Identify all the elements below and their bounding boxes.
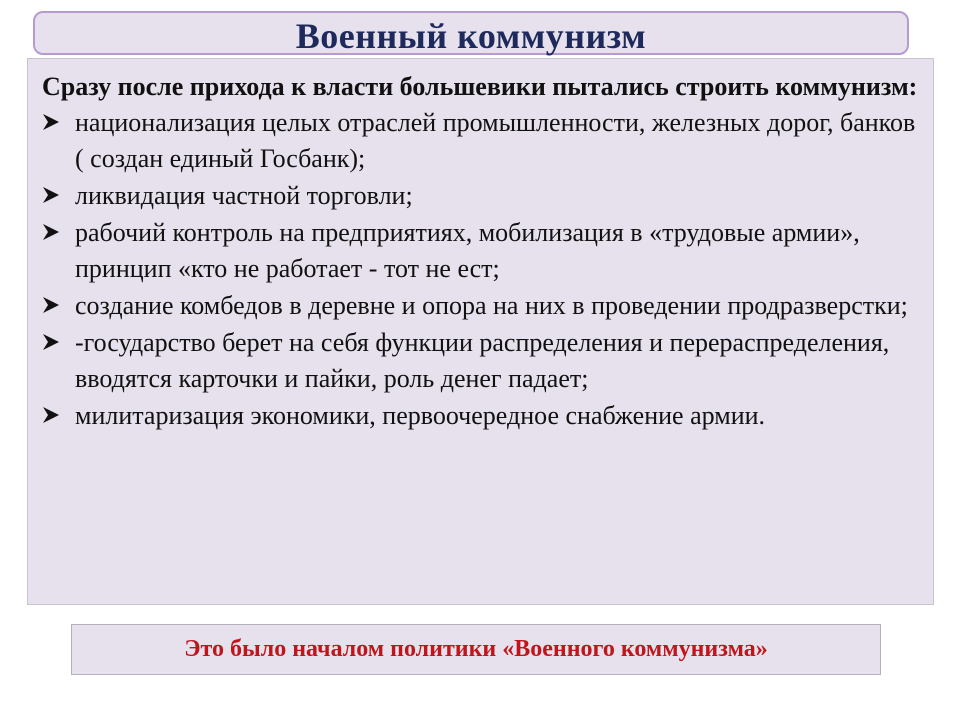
list-item xyxy=(42,215,919,287)
list-item-text: рабочий контроль на предприятиях, мобилизация в «трудовые армии», принцип «кто не работает - тот не ест; xyxy=(75,218,860,283)
arrowhead-bullet-icon xyxy=(42,186,60,204)
title-banner xyxy=(33,11,909,55)
list-item xyxy=(42,288,919,324)
list-item xyxy=(42,398,919,434)
arrowhead-bullet-icon xyxy=(42,113,60,131)
arrowhead-bullet-icon xyxy=(42,223,60,241)
page-title: Военный коммунизм xyxy=(295,16,647,56)
arrowhead-bullet-icon xyxy=(42,296,60,314)
bullet-list xyxy=(42,105,919,434)
arrowhead-bullet-icon xyxy=(42,333,60,351)
list-item xyxy=(42,105,919,177)
list-item-text: милитаризация экономики, первоочередное снабжение армии. xyxy=(75,401,766,430)
footer-banner xyxy=(71,624,881,675)
list-item xyxy=(42,325,919,397)
list-item-text: -государство берет на себя функции распределения и перераспределения, вводятся карточки и пайки, роль денег падает; xyxy=(75,328,890,393)
content-panel xyxy=(27,58,934,605)
list-item-text: национализация целых отраслей промышленности, железных дорог, банков ( создан единый Госбанк); xyxy=(75,108,916,173)
footer-text: Это было началом политики «Военного коммунизма» xyxy=(184,636,768,662)
list-item xyxy=(42,178,919,214)
intro-text: Сразу после прихода к власти большевики пытались строить коммунизм: xyxy=(42,72,918,101)
arrowhead-bullet-icon xyxy=(42,406,60,424)
list-item-text: ликвидация частной торговли; xyxy=(75,181,413,210)
list-item-text: создание комбедов в деревне и опора на них в проведении продразверстки; xyxy=(75,291,908,320)
